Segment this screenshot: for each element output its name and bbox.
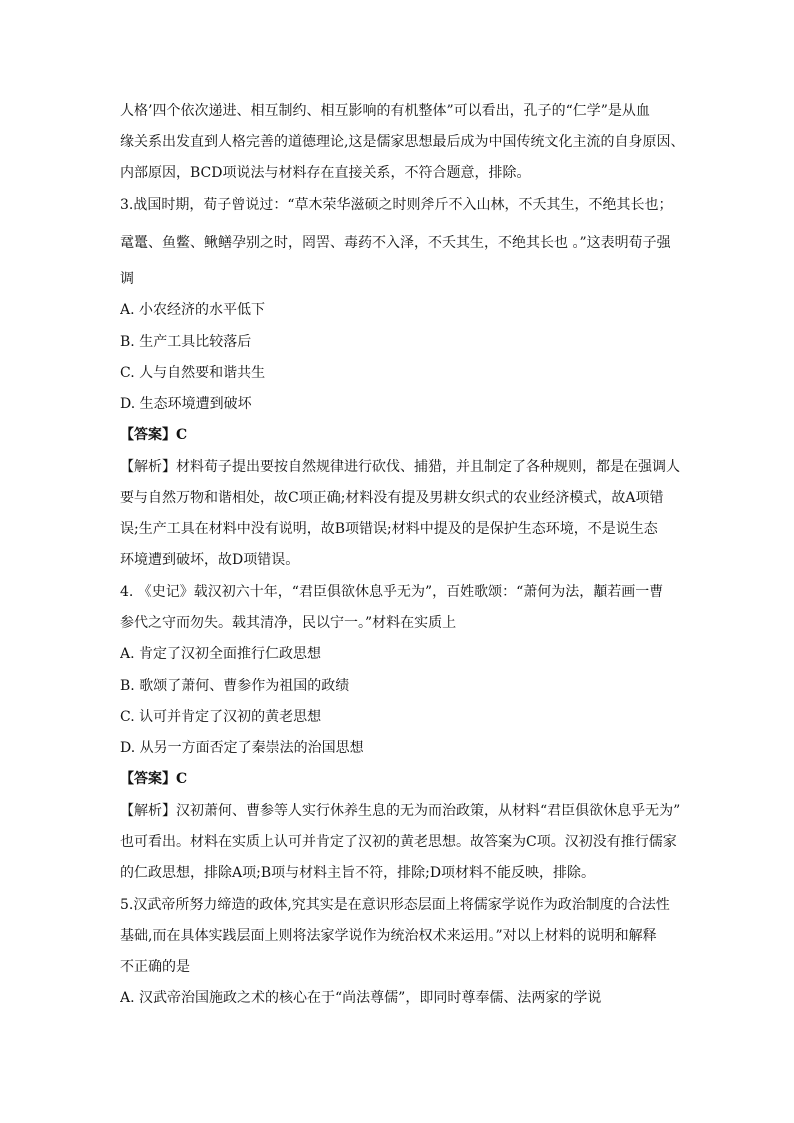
question-3-option-b: B. 生产工具比较落后 <box>120 334 252 350</box>
question-4-option-c: C. 认可并肯定了汉初的黄老思想 <box>120 709 322 725</box>
question-3-option-d: D. 生态环境遭到破坏 <box>120 396 252 412</box>
question-3-option-a: A. 小农经济的水平低下 <box>120 302 266 318</box>
question-3-analysis: 【解析】材料荀子提出要按自然规律进行砍伐、捕猎，并且制定了各种规则，都是在强调人 <box>120 459 680 475</box>
text-line: 调 <box>120 271 134 287</box>
text-line: 人格’四个依次递进、相互制约、相互影响的有机整体”可以看出，孔子的“仁学”是从血 <box>120 103 650 119</box>
question-5-stem: 5.汉武帝所努力缔造的政体,究其实是在意识形态层面上将儒家学说作为政治制度的合法性 <box>120 897 670 913</box>
question-4-stem: 4. 《史记》载汉初六十年，“君臣俱欲休息乎无为”，百姓歌颂：“萧何为法，顜若画一曹 <box>120 584 664 600</box>
text-line: 不正确的是 <box>120 959 190 975</box>
question-3-option-c: C. 人与自然要和谐共生 <box>120 365 266 381</box>
question-3-answer: 【答案】C <box>120 427 188 443</box>
question-4-analysis: 【解析】汉初萧何、曹参等人实行休养生息的无为而治政策，从材料“君臣俱欲休息乎无为” <box>120 803 681 819</box>
text-line: 参代之守而勿失。载其清净，民以宁一。”材料在实质上 <box>120 615 457 631</box>
question-4-option-b: B. 歌颂了萧何、曹参作为祖国的政绩 <box>120 678 350 694</box>
text-line: 也可看出。材料在实质上认可并肯定了汉初的黄老思想。故答案为C项。汉初没有推行儒家 <box>120 834 677 850</box>
text-line: 要与自然万物和谐相处，故C项正确;材料没有提及男耕女织式的农业经济模式，故A项错 <box>120 490 664 506</box>
question-5-option-a: A. 汉武帝治国施政之术的核心在于“尚法尊儒”，即同时尊奉儒、法两家的学说 <box>120 990 602 1006</box>
text-line: 内部原因，BCD项说法与材料存在直接关系，不符合题意，排除。 <box>120 165 531 181</box>
text-line: 的仁政思想，排除A项;B项与材料主旨不符，排除;D项材料不能反映，排除。 <box>120 865 596 881</box>
question-4-option-d: D. 从另一方面否定了秦崇法的治国思想 <box>120 740 364 756</box>
text-line: 基础,而在具体实践层面上则将法家学说作为统治权术来运用。”对以上材料的说明和解释 <box>120 928 657 944</box>
question-4-option-a: A. 肯定了汉初全面推行仁政思想 <box>120 646 322 662</box>
question-3-stem: 3.战国时期，荀子曾说过：“草木荣华滋硕之时则斧斤不入山林，不夭其生，不绝其长也； <box>120 197 673 213</box>
text-line: 缘关系出发直到人格完善的道德理论,这是儒家思想最后成为中国传统文化主流的自身原因、 <box>120 134 685 150</box>
text-line: 环境遭到破坏，故D项错误。 <box>120 552 300 568</box>
question-4-answer: 【答案】C <box>120 771 188 787</box>
text-line: 误;生产工具在材料中没有说明，故B项错误;材料中提及的是保护生态环境，不是说生态 <box>120 521 658 537</box>
text-line: 鼋鼍、鱼鳖、鳅鳝孕别之时，罔罟、毒药不入泽，不夭其生，不绝其长也 。”这表明荀子强 <box>120 235 671 251</box>
